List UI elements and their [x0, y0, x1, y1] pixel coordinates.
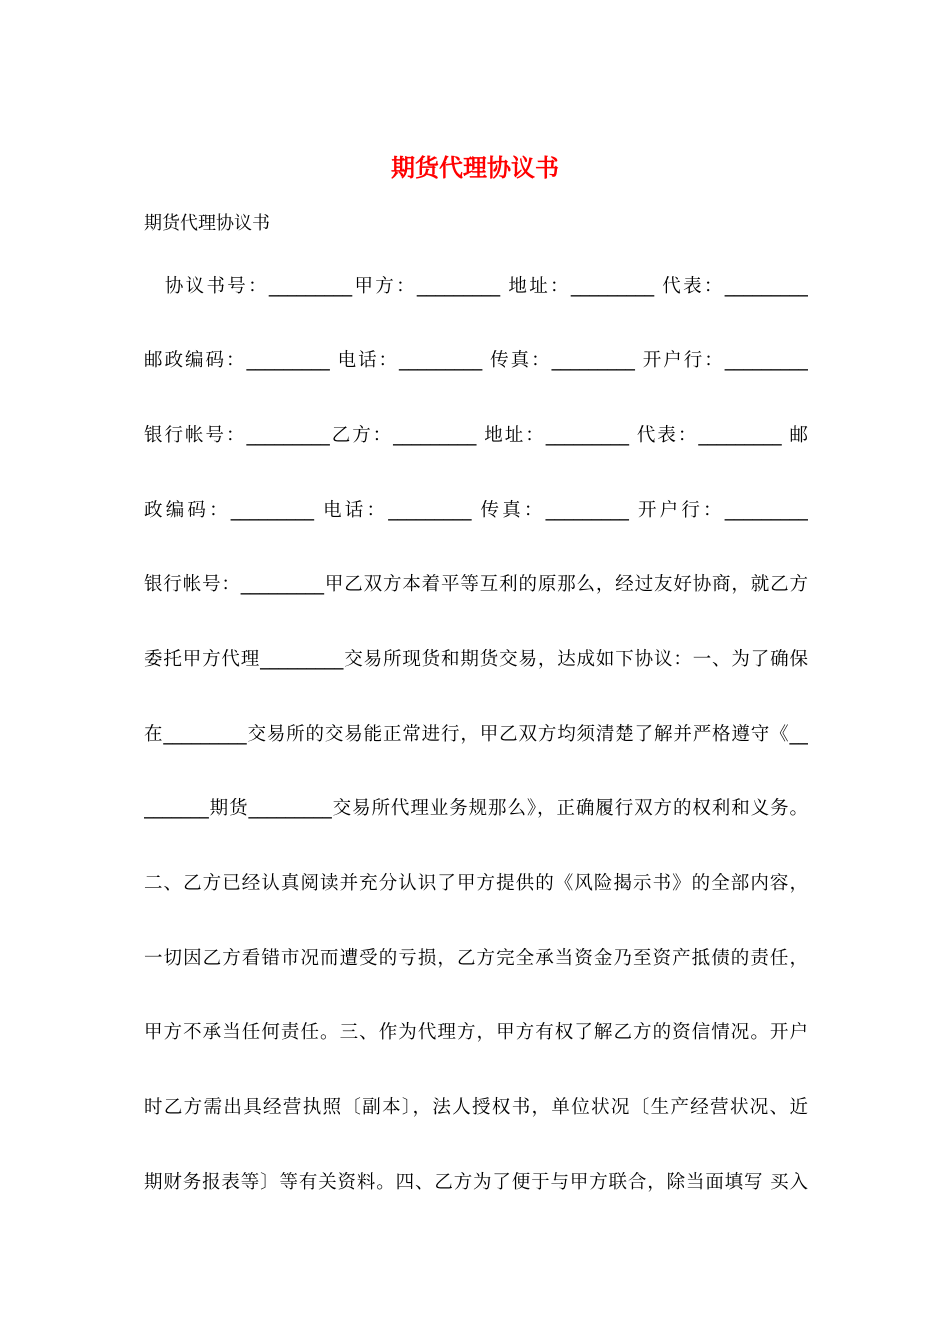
paragraph-line: 二、乙方已经认真阅读并充分认识了甲方提供的《风险揭示书》的全部内容， — [144, 873, 808, 894]
paragraph-line: 委托甲方代理_________交易所现货和期货交易，达成如下协议：一、为了确保 — [144, 649, 808, 670]
paragraph-line: 甲方不承当任何责任。三、作为代理方，甲方有权了解乙方的资信情况。开户 — [144, 1022, 808, 1043]
paragraph-line: 政编码：_________ 电话：_________ 传真：_________ 开户行：_________ — [144, 500, 808, 521]
paragraph-line: 银行帐号：_________乙方：_________ 地址：_________ 代表：_________ 邮 — [144, 425, 808, 446]
paragraph-line: 协议书号：_________甲方：_________ 地址：_________ 代表：_________ — [144, 276, 808, 297]
document-title: 期货代理协议书 — [391, 153, 559, 182]
paragraph-line: 时乙方需出具经营执照〔副本〕，法人授权书，单位状况〔生产经营状况、近 — [144, 1097, 808, 1118]
paragraph-line: 在_________交易所的交易能正常进行，甲乙双方均须清楚了解并严格遵守《__ — [144, 724, 808, 745]
paragraph-line: 邮政编码：_________ 电话：_________ 传真：_________ 开户行：_________ — [144, 350, 808, 371]
paragraph-line: 期财务报表等〕等有关资料。四、乙方为了便于与甲方联合，除当面填写 买入 — [144, 1172, 808, 1193]
document-subtitle: 期货代理协议书 — [144, 213, 270, 234]
paragraph-line: _______期货_________交易所代理业务规那么》，正确履行双方的权利和义务。 — [144, 798, 808, 819]
paragraph-line: 一切因乙方看错市况而遭受的亏损，乙方完全承当资金乃至资产抵债的责任， — [144, 948, 808, 969]
paragraph-line: 银行帐号：_________甲乙双方本着平等互利的原那么，经过友好协商，就乙方 — [144, 574, 808, 595]
